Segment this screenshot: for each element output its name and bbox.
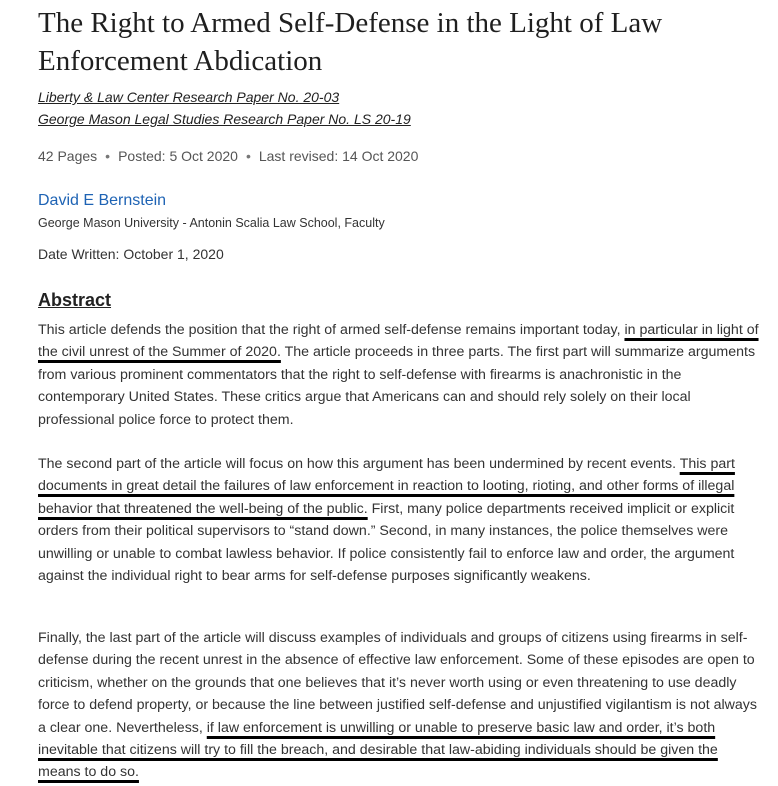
separator-dot: • <box>105 148 111 164</box>
author-link[interactable]: David E Bernstein <box>38 192 167 209</box>
series-link-text[interactable]: Liberty & Law Center Research Paper No. 20-03 <box>38 89 340 105</box>
highlighted-text: if law enforcement is unwilling or unable to preserve basic law and order, it’s both inevitable that citizens will try to fill the breach, and desirable that law-abiding individuals should be given the means to do so. <box>38 719 718 781</box>
abstract-paragraph-1 <box>38 319 760 431</box>
text-span: Finally, the last part of the article will discuss examples of individuals and groups of citizens using firearms in self-defense during the recent unrest in the absence of effective law enforcement. Some of these episodes are open to criticism, whether on the grounds that one believes that it’s never worth using or even threatening to use deadly force to defend property, or because the line between justified self-defense and unjustified vigilantism is not always a clear one. Nevertheless, <box>38 630 757 736</box>
abstract-heading: Abstract <box>38 290 112 310</box>
series-link-text[interactable]: George Mason Legal Studies Research Paper No. LS 20-19 <box>38 111 411 127</box>
text-span: The article proceeds in three parts. The first part will summarize arguments from various prominent commentators that the right to self-defense with firearms is anachronistic in the contemporary United States. These critics argue that Americans can and should rely solely on their local professional police force to protect them. <box>38 344 756 428</box>
text-span: First, many police departments received implicit or explicit orders from their political supervisors to “stand down.” Second, in many instances, the police themselves were unwilling or unable to combat lawless behavior. If police consistently fail to enforce law and order, the argument against the individual right to bear arms for self-defense purposes significantly weakens. <box>38 500 735 585</box>
text-span: The second part of the article will focus on how this argument has been undermined by recent events. <box>38 456 680 472</box>
series-link-george-mason[interactable] <box>38 110 411 128</box>
abstract-paragraph-2 <box>38 453 760 587</box>
author-affiliation: George Mason University - Antonin Scalia Law School, Faculty <box>38 216 385 230</box>
separator-dot: • <box>245 148 251 164</box>
text-span: This article defends the position that the right of armed self-defense remains important today, <box>38 322 625 338</box>
paper-meta <box>38 146 418 166</box>
paper-title: The Right to Armed Self-Defense in the Light of Law Enforcement Abdication <box>38 7 663 77</box>
posted-date: Posted: 5 Oct 2020 <box>118 148 238 164</box>
date-written: Date Written: October 1, 2020 <box>38 246 224 262</box>
highlighted-text: This part documents in great detail the failures of law enforcement in reaction to looting, rioting, and other forms of illegal behavior that threatened the well-being of the public. <box>38 456 735 517</box>
revised-date: Last revised: 14 Oct 2020 <box>258 148 419 164</box>
abstract-paragraph-3 <box>38 627 760 784</box>
page-count: 42 Pages <box>38 148 98 164</box>
highlighted-text: in particular in light of the civil unrest of the Summer of 2020. <box>38 322 759 361</box>
series-link-liberty-law[interactable] <box>38 88 339 106</box>
